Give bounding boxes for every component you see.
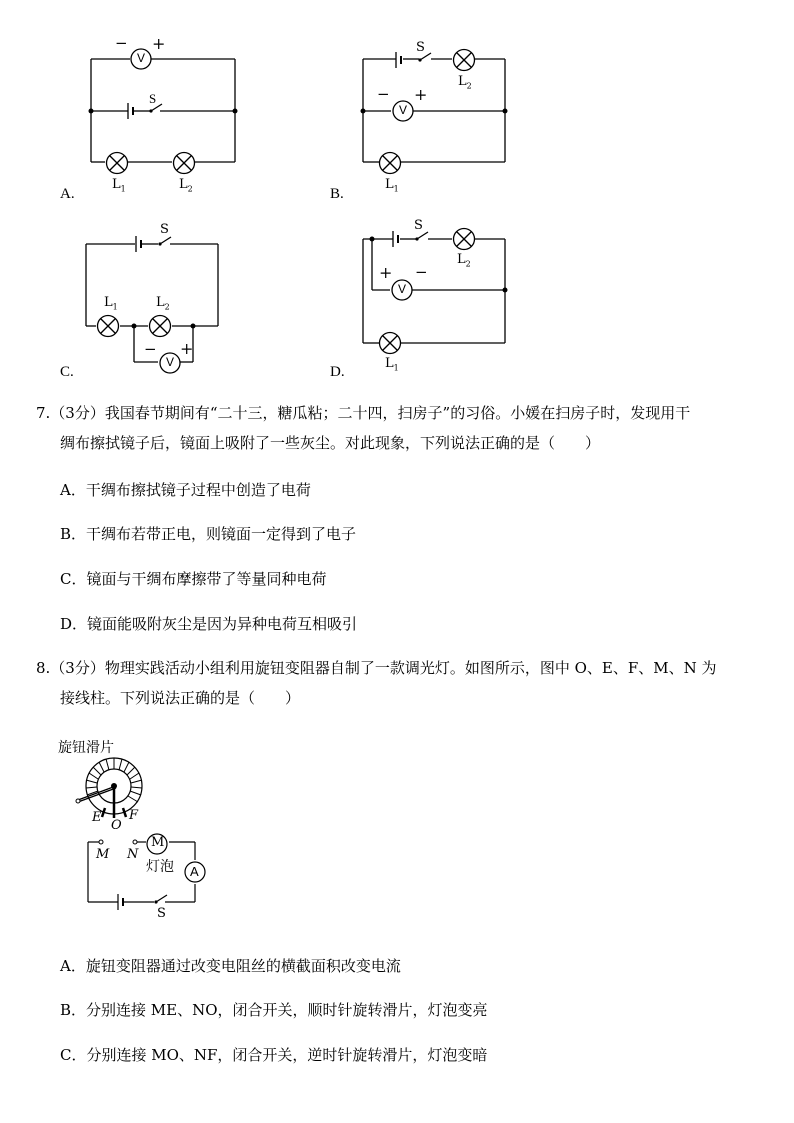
terminal-e-label: E xyxy=(92,810,102,825)
battery-d-icon xyxy=(391,229,401,249)
switch-c-label: S xyxy=(160,222,169,237)
voltmeter-c-minus: − xyxy=(144,340,157,358)
ammeter-label: A xyxy=(190,864,199,879)
lamp-l2-b-label: $L_2$ xyxy=(458,74,472,91)
lamp-l2-c-label: $L_2$ xyxy=(156,295,170,312)
lamp-l1-b-label: $L_1$ xyxy=(385,177,399,194)
voltmeter-d-plus: + xyxy=(379,263,393,282)
question-7-option-b: B．干绸布若带正电，则镜面一定得到了电子 xyxy=(60,525,357,543)
lamp-l1-d-label: $L_1$ xyxy=(385,356,399,373)
bulb-label: 灯泡 xyxy=(146,859,174,875)
voltmeter-b-minus: − xyxy=(377,85,390,103)
question-7-option-a: A．干绸布擦拭镜子过程中创造了电荷 xyxy=(60,481,311,499)
voltmeter-b-plus: + xyxy=(414,85,428,104)
terminal-o-label: O xyxy=(111,818,122,833)
switch-d-label: S xyxy=(414,218,423,233)
voltmeter-c-plus: + xyxy=(180,339,194,358)
rotary-rheostat-icon xyxy=(70,750,190,840)
terminal-f-label: F xyxy=(129,808,139,823)
node-c-right xyxy=(190,323,196,329)
lamp-l2-a-icon xyxy=(172,151,196,175)
voltmeter-a-minus: − xyxy=(115,34,128,52)
question-7-option-c: C．镜面与干绸布摩擦带了等量同种电荷 xyxy=(60,570,327,588)
knob-slider-label: 旋钮滑片 xyxy=(58,740,114,756)
voltmeter-a-plus: + xyxy=(152,34,166,53)
lamp-l1-a-icon xyxy=(105,151,129,175)
battery-a-icon xyxy=(126,101,136,121)
node-b-right xyxy=(502,108,508,114)
lamp-l2-b-icon xyxy=(452,48,476,72)
lamp-l1-c-label: $L_1$ xyxy=(104,295,118,312)
node-c-mid xyxy=(131,323,137,329)
node-d-right xyxy=(502,287,508,293)
lamp-l1-c-icon xyxy=(96,314,120,338)
question-8-option-a: A．旋钮变阻器通过改变电阻丝的横截面积改变电流 xyxy=(60,957,401,975)
option-letter-d: D. xyxy=(330,364,345,380)
node-a-left xyxy=(88,108,94,114)
option-letter-a: A. xyxy=(60,186,75,202)
question-8-line-1: 8.（3分）物理实践活动小组利用旋钮变阻器自制了一款调光灯。如图所示，图中 O、E、F、M、N 为 xyxy=(36,659,717,677)
battery-b-icon xyxy=(394,50,404,70)
voltmeter-c-label: V xyxy=(166,355,175,369)
voltmeter-b-label: V xyxy=(399,103,408,117)
switch-q8-label: S xyxy=(157,906,166,921)
switch-b-label: S xyxy=(416,40,425,55)
terminal-m-label: M xyxy=(96,847,110,862)
battery-q8-icon xyxy=(116,893,126,911)
node-b-left xyxy=(360,108,366,114)
lamp-l1-d-icon xyxy=(378,331,402,355)
lamp-l2-d-icon xyxy=(452,227,476,251)
lamp-l2-a-label: $L_2$ xyxy=(179,177,193,194)
voltmeter-d-label: V xyxy=(398,282,407,296)
option-letter-b: B. xyxy=(330,186,344,202)
question-7-line-1: 7.（3分）我国春节期间有“二十三，糖瓜粘；二十四，扫房子”的习俗。小媛在扫房子时，发现用干 xyxy=(36,404,691,422)
terminal-n-label: N xyxy=(127,847,139,862)
battery-c-icon xyxy=(134,234,144,254)
motor-label: M xyxy=(151,835,165,850)
lamp-l2-c-icon xyxy=(148,314,172,338)
node-d-top xyxy=(369,236,375,242)
voltmeter-a-label: V xyxy=(137,51,146,65)
question-7-stem xyxy=(36,398,766,458)
switch-d-icon xyxy=(414,231,430,245)
lamp-l1-b-icon xyxy=(378,151,402,175)
lamp-l1-a-label: $L_1$ xyxy=(112,177,126,194)
lamp-l2-d-label: $L_2$ xyxy=(457,252,471,269)
node-a-right xyxy=(232,108,238,114)
voltmeter-d-minus: − xyxy=(415,263,428,281)
question-8-line-2: 接线柱。下列说法正确的是（ ） xyxy=(60,689,301,707)
switch-c-icon xyxy=(157,236,173,250)
question-8-option-c: C．分别连接 MO、NF，闭合开关，逆时针旋转滑片，灯泡变暗 xyxy=(60,1046,488,1064)
option-letter-c: C. xyxy=(60,364,74,380)
question-8-option-b: B．分别连接 ME、NO，闭合开关，顺时针旋转滑片，灯泡变亮 xyxy=(60,1001,488,1019)
question-7-line-2: 绸布擦拭镜子后，镜面上吸附了一些灰尘。对此现象，下列说法正确的是（ ） xyxy=(60,434,601,452)
question-7-option-d: D．镜面能吸附灰尘是因为异种电荷互相吸引 xyxy=(60,615,358,633)
question-8-stem xyxy=(36,653,766,713)
switch-a-label: S xyxy=(149,91,157,106)
